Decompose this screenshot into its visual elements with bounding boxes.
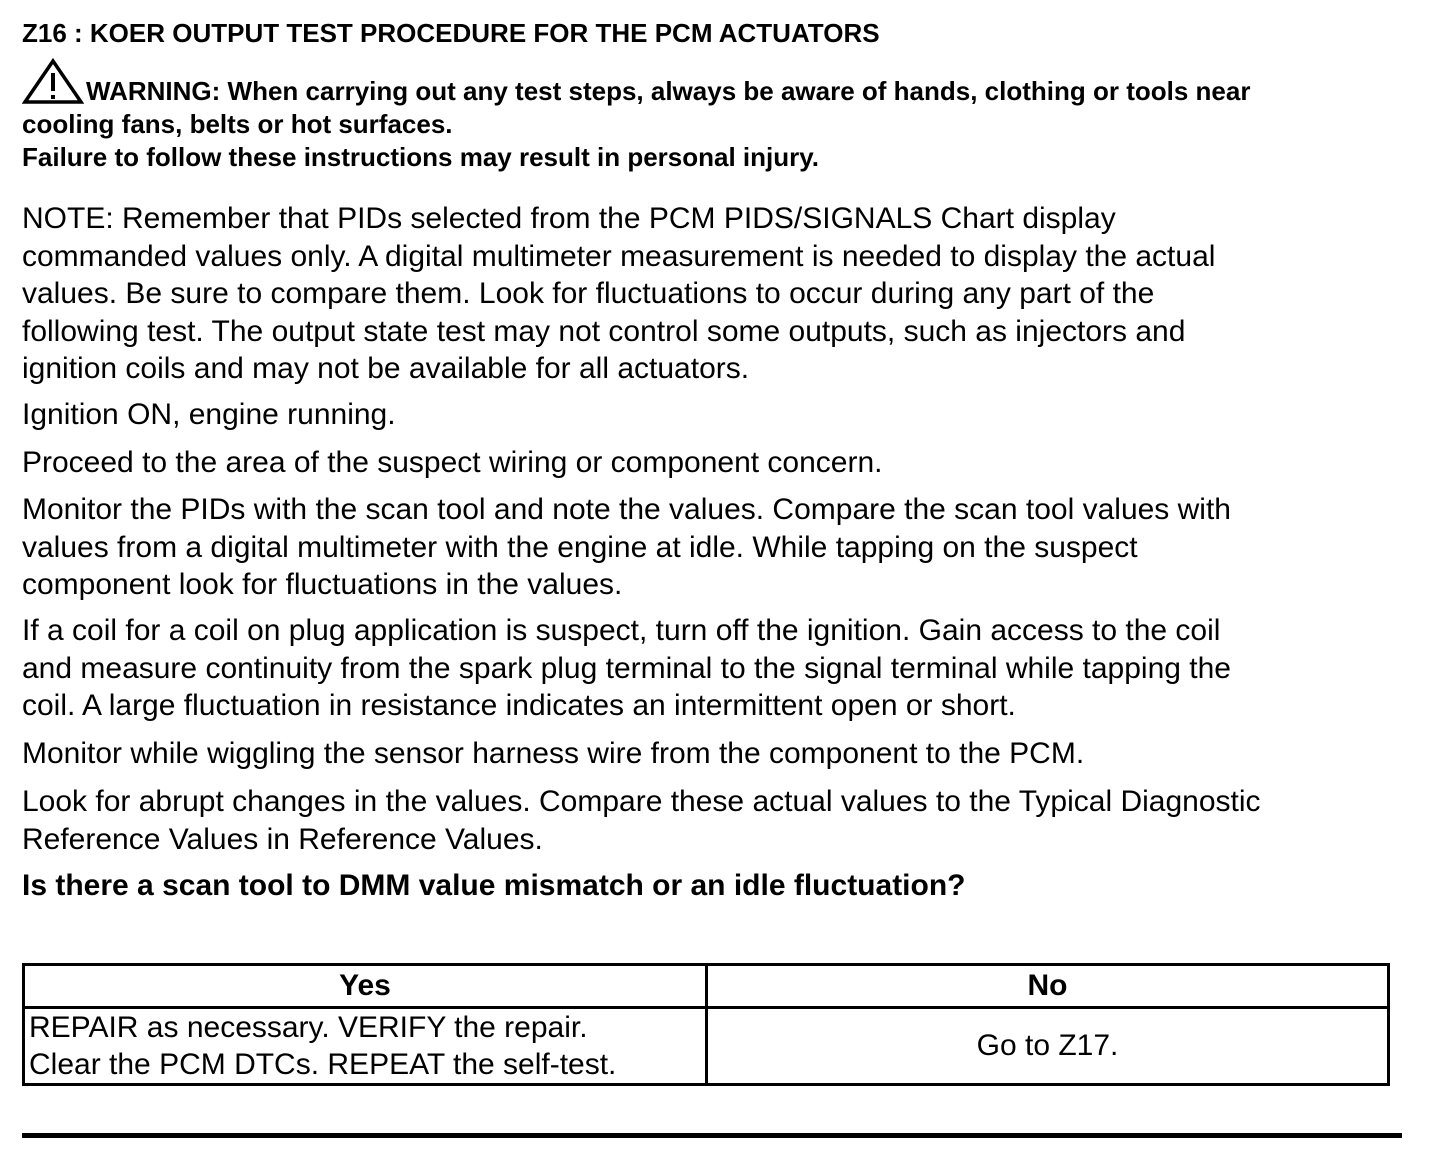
note-line: ignition coils and may not be available for all actuators. [22,352,750,385]
step-line: Monitor the PIDs with the scan tool and note the values. Compare the scan tool values with [22,493,1231,526]
step-line: coil. A large fluctuation in resistance indicates an intermittent open or short. [22,689,1016,722]
note-line: following test. The output state test may not control some outputs, such as injectors and [22,314,1186,348]
table-row [24,1008,1389,1085]
yes-cell-line: Clear the PCM DTCs. REPEAT the self-test. [29,1048,617,1081]
yes-cell-line: REPAIR as necessary. VERIFY the repair. [29,1011,588,1044]
step-wiggle-harness [22,735,1412,773]
step-abrupt-changes [22,783,1412,858]
no-header: No [707,965,1389,1008]
step-line: and measure continuity from the spark plug terminal to the signal terminal while tapping the [22,651,1231,685]
step-line: Proceed to the area of the suspect wiring or component concern. [22,446,883,479]
warning-text-1: : When carrying out any test steps, always be aware of hands, clothing or tools near [211,76,1251,106]
step-line: Ignition ON, engine running. [22,398,396,431]
yes-cell [24,1008,707,1085]
note-line: commanded values only. A digital multimeter measurement is needed to display the actual [22,239,1216,273]
warning-triangle-icon [22,58,84,106]
step-line: Reference Values in Reference Values. [22,822,543,856]
note-line: NOTE: Remember that PIDs selected from the PCM PIDS/SIGNALS Chart display [22,202,1116,235]
page-title: Z16 : KOER OUTPUT TEST PROCEDURE FOR THE PCM ACTUATORS [22,18,880,48]
no-cell: Go to Z17. [707,1008,1389,1085]
warning-line-1 [22,58,1412,108]
yes-header: Yes [24,965,707,1008]
step-ignition-on [22,396,1412,434]
step-line: Look for abrupt changes in the values. Compare these actual values to the Typical Diagnostic [22,785,1261,818]
step-monitor-pids [22,491,1412,604]
note-line: values. Be sure to compare them. Look for fluctuations to occur during any part of the [22,277,1155,310]
table-header-row [24,965,1389,1008]
step-line: If a coil for a coil on plug application is suspect, turn off the ignition. Gain access to the coil [22,614,1221,647]
step-line: component look for fluctuations in the values. [22,568,623,601]
step-line: values from a digital multimeter with the engine at idle. While tapping on the suspect [22,530,1138,564]
bottom-divider [22,1133,1402,1138]
step-coil-check [22,612,1412,725]
warning-line-2: cooling fans, belts or hot surfaces. [22,109,453,139]
warning-line-3: Failure to follow these instructions may result in personal injury. [22,142,819,172]
test-question: Is there a scan tool to DMM value mismatch or an idle fluctuation? [22,869,966,902]
warning-block [22,66,1412,174]
yes-no-table [22,963,1390,1086]
warning-label: WARNING [86,76,212,106]
step-line: Monitor while wiggling the sensor harness wire from the component to the PCM. [22,737,1085,770]
note-paragraph [22,200,1412,388]
step-proceed [22,444,1412,482]
